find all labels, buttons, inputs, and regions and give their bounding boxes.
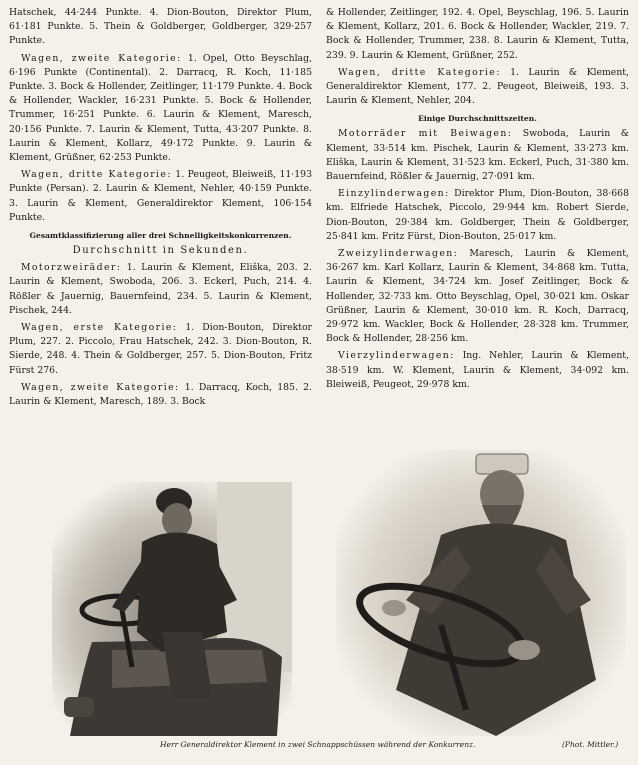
photo-credit: (Phot. Mittler.) xyxy=(562,740,619,749)
times-einzylinder xyxy=(326,187,629,244)
category-label: Wagen, dritte Kategorie: xyxy=(338,66,501,78)
section-heading: Einige Durchschnittszeiten. xyxy=(418,114,537,124)
category-label: Motorräder mit Beiwagen: xyxy=(338,128,513,140)
results-continuation xyxy=(9,6,312,49)
results-text: 1. Darracq, Koch, 185. 2. Laurin & Klement, Maresch, 189. 3. Bock xyxy=(9,381,312,408)
category-label: Wagen, dritte Kategorie: xyxy=(21,169,172,181)
results-continuation xyxy=(326,6,629,63)
results-text: Ing. Nehler, Laurin & Klement, 38·519 km. W. Klement, Laurin & Klement, 34·092 km. Bleiweiß, Peugeot, 29·978 km. xyxy=(326,350,629,390)
category-label: Wagen, zweite Kategorie: xyxy=(21,381,180,393)
results-text: Direktor Plum, Dion-Bouton, 38·668 km. Elfriede Hatschek, Piccolo, 29·944 km. Robert Sierde, Dion-Bouton, 29·384 km. Goldberger, Thein & Goldberger, 25·841 km. Fritz Fürst, Dion-Bouton, 25·017 km. xyxy=(326,188,629,242)
section-subheading: Durchschnitt in Sekunden. xyxy=(72,245,249,257)
times-vierzylinder xyxy=(326,349,629,392)
category-label: Vierzylinderwagen: xyxy=(338,350,455,362)
photo-klement-car xyxy=(52,482,292,736)
category-label: Motorzweiräder: xyxy=(21,262,122,274)
results-text: 1. Laurin & Klement, Eliška, 203. 2. Laurin & Klement, Swoboda, 206. 3. Eckerl, Puch, 214. 4. Rößler & Jauernig, Bauernfeind, 234. 5. Laurin & Klement, Pischek, 244. xyxy=(9,262,312,316)
results-text: Hatschek, 44·244 Punkte. 4. Dion-Bouton, Direktor Plum, 61·181 Punkte. 5. Thein & Goldberger, Goldberger, 329·257 Punkte. xyxy=(9,7,312,47)
results-wagen-erste xyxy=(9,321,312,378)
photo-klement-steering xyxy=(336,450,626,736)
results-text: Swoboda, Laurin & Klement, 33·514 km. Pischek, Laurin & Klement, 33·273 km. Eliška, Laurin & Klement, 31·523 km. Eckerl, Puch, 31·380 km. Bauernfeind, Rößler & Jauernig, 27·091 km. xyxy=(326,128,629,183)
results-wagen-dritte xyxy=(9,168,312,225)
results-text: 1. Dion-Bouton, Direktor Plum, 227. 2. Piccolo, Frau Hatschek, 242. 3. Dion-Bouton, R. Sierde, 248. 4. Thein & Goldberger, 257. 5. Dion-Bouton, Fritz Fürst 276. xyxy=(9,322,312,376)
left-column xyxy=(9,6,312,412)
times-motorraeder-beiwagen xyxy=(326,127,629,184)
results-wagen-zweite-avg xyxy=(9,381,312,409)
times-zweizylinder xyxy=(326,247,629,346)
category-label: Wagen, zweite Kategorie: xyxy=(21,52,182,64)
results-text: Maresch, Laurin & Klement, 36·267 km. Karl Kollarz, Laurin & Klement, 34·868 km. Tutta, Laurin & Klement, 34·724 km. Josef Zeitlinger, Bock & Hollender, 32·733 km. Otto Beyschlag, Opel, 30·021 km. Oskar Grüßner, Laurin & Klement, 30·010 km. R. Koch, Darracq, 29·972 km. Wackler, Bock & Hollender, 28·328 km. Trummer, Bock & Hollender, 28·256 km. xyxy=(326,248,629,345)
category-label: Einzylinderwagen: xyxy=(338,188,450,200)
results-text: 1. Laurin & Klement, Generaldirektor Klement, 177. 2. Peugeot, Bleiweiß, 193. 3. Laurin & Klement, Nehler, 204. xyxy=(326,66,629,107)
results-wagen-dritte-avg xyxy=(326,66,629,109)
right-column xyxy=(326,6,629,395)
photo-caption: Herr Generaldirektor Klement in zwei Schnappschüssen während der Konkurrenz. xyxy=(160,740,476,749)
results-motorzweiraeder xyxy=(9,261,312,318)
category-label: Wagen, erste Kategorie: xyxy=(21,322,178,334)
results-wagen-zweite xyxy=(9,52,312,166)
results-text: 1. Peugeot, Bleiweiß, 11·193 Punkte (Persan). 2. Laurin & Klement, Nehler, 40·159 Punkte. 3. Laurin & Klement, Generaldirektor Klement, 106·154 Punkte. xyxy=(9,169,312,223)
section-heading: Gesamtklassifizierung aller drei Schnelligkeitskonkurrenzen. xyxy=(29,231,292,241)
results-text: & Hollender, Zeitlinger, 192. 4. Opel, Beyschlag, 196. 5. Laurin & Klement, Kollarz, 201. 6. Bock & Hollender, Wackler, 219. 7. Bock & Hollender, Trummer, 238. 8. Laurin & Klement, Tutta, 239. 9. Laurin & Klement, Grüßner, 252. xyxy=(326,7,629,61)
category-label: Zweizylinderwagen: xyxy=(338,248,459,260)
results-text: 1. Opel, Otto Beyschlag, 6·196 Punkte (Continental). 2. Darracq, R. Koch, 11·185 Punkte. 3. Bock & Hollender, Zeitlinger, 11·179 Punkte. 4. Bock & Hollender, Wackler, 16·231 Punkte. 5. Bock & Hollender, Trummer, 16·251 Punkte. 6. Laurin & Klement, Maresch, 20·156 Punkte. 7. Laurin & Klement, Tutta, 43·207 Punkte. 8. Laurin & Klement, Kollarz, 49·172 Punkte. 9. Laurin & Klement, Grüßner, 62·253 Punkte. xyxy=(9,52,312,164)
